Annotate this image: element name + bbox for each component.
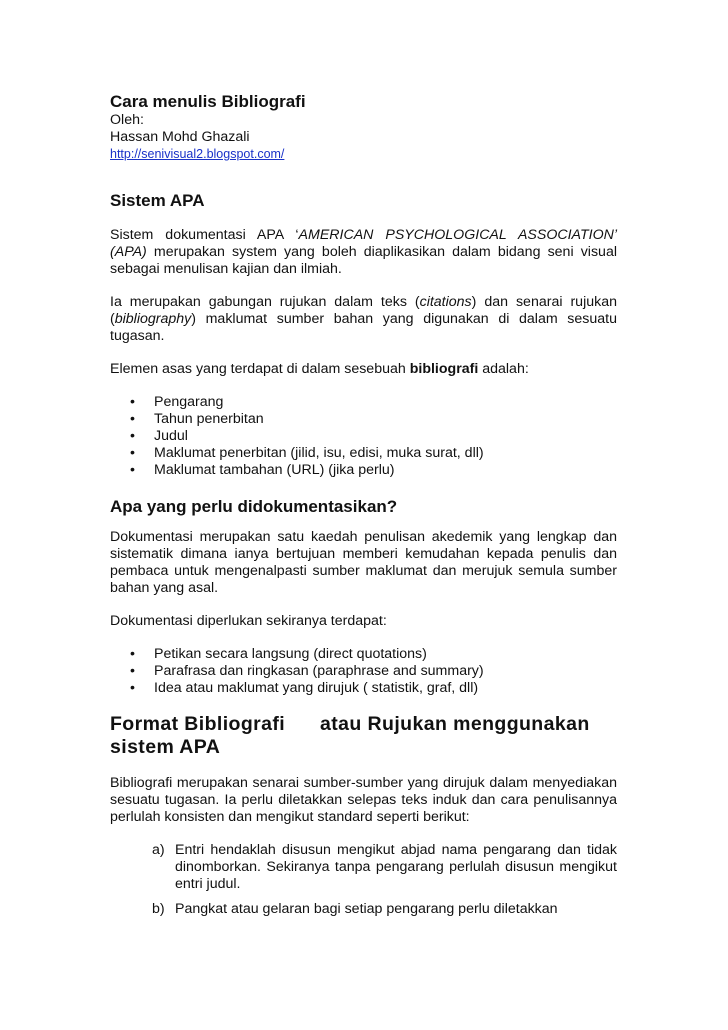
list-item: • Tahun penerbitan — [130, 411, 617, 428]
sistem-apa-paragraph-1: Sistem dokumentasi APA ‘AMERICAN PSYCHOLOGICAL ASSOCIATION’ (APA) merupakan system yang boleh diaplikasikan dalam bidang seni visual sebagai menulisan kajian dan ilmiah. — [110, 227, 618, 277]
list-item: • Judul — [130, 428, 617, 445]
blog-link[interactable]: http://senivisual2.blogspot.com/ — [110, 147, 285, 161]
section-heading-sistem-apa: Sistem APA — [110, 191, 205, 210]
list-item: • Petikan secara langsung (direct quotations) — [130, 646, 617, 663]
apa-yang-paragraph-2: Dokumentasi diperlukan sekiranya terdapat: — [110, 613, 387, 629]
list-item: a) Entri hendaklah disusun mengikut abjad nama pengarang dan tidak dinomborkan. Sekiranya tanpa pengarang perlulah disusun mengikut entri judul. — [152, 842, 617, 892]
section-heading-format: Format Bibliografi atau Rujukan menggunakan sistem APA — [110, 713, 590, 758]
list-item: b) Pangkat atau gelaran bagi setiap pengarang perlu diletakkan — [152, 901, 558, 917]
list-item: • Maklumat penerbitan (jilid, isu, edisi, muka surat, dll) — [130, 445, 617, 462]
format-rules-list — [110, 842, 617, 918]
list-item: • Maklumat tambahan (URL) (jika perlu) — [130, 462, 617, 479]
list-item: • Parafrasa dan ringkasan (paraphrase and summary) — [130, 663, 617, 680]
format-paragraph-1: Bibliografi merupakan senarai sumber-sumber yang dirujuk dalam menyediakan sesuatu tugasan. Ia perlu diletakkan selepas teks induk dan cara penulisannya perlulah konsisten dan mengikut standard seperti berikut: — [110, 775, 617, 825]
sistem-apa-paragraph-2: Ia merupakan gabungan rujukan dalam teks (citations) dan senarai rujukan (bibliography) maklumat sumber bahan yang digunakan di dalam sesuatu tugasan. — [110, 294, 617, 344]
section-heading-apa-yang: Apa yang perlu didokumentasikan? — [110, 497, 398, 516]
documentation-list — [110, 646, 617, 697]
apa-yang-paragraph-1: Dokumentasi merupakan satu kaedah penulisan akedemik yang lengkap dan sistematik dimana ianya bertujuan memberi kemudahan kepada penulis dan pembaca untuk mengenalpasti sumber maklumat dan merujuk semula sumber bahan yang asal. — [110, 529, 617, 596]
list-item: • Pengarang — [130, 394, 617, 411]
elements-list — [110, 394, 617, 479]
oleh-label: Oleh: — [110, 112, 144, 128]
list-item: • Idea atau maklumat yang dirujuk ( statistik, graf, dll) — [130, 680, 617, 697]
document-title: Cara menulis Bibliografi — [110, 92, 306, 111]
document-page — [110, 92, 617, 918]
author-name: Hassan Mohd Ghazali — [110, 129, 250, 145]
sistem-apa-paragraph-3: Elemen asas yang terdapat di dalam sesebuah bibliografi adalah: — [110, 361, 529, 377]
